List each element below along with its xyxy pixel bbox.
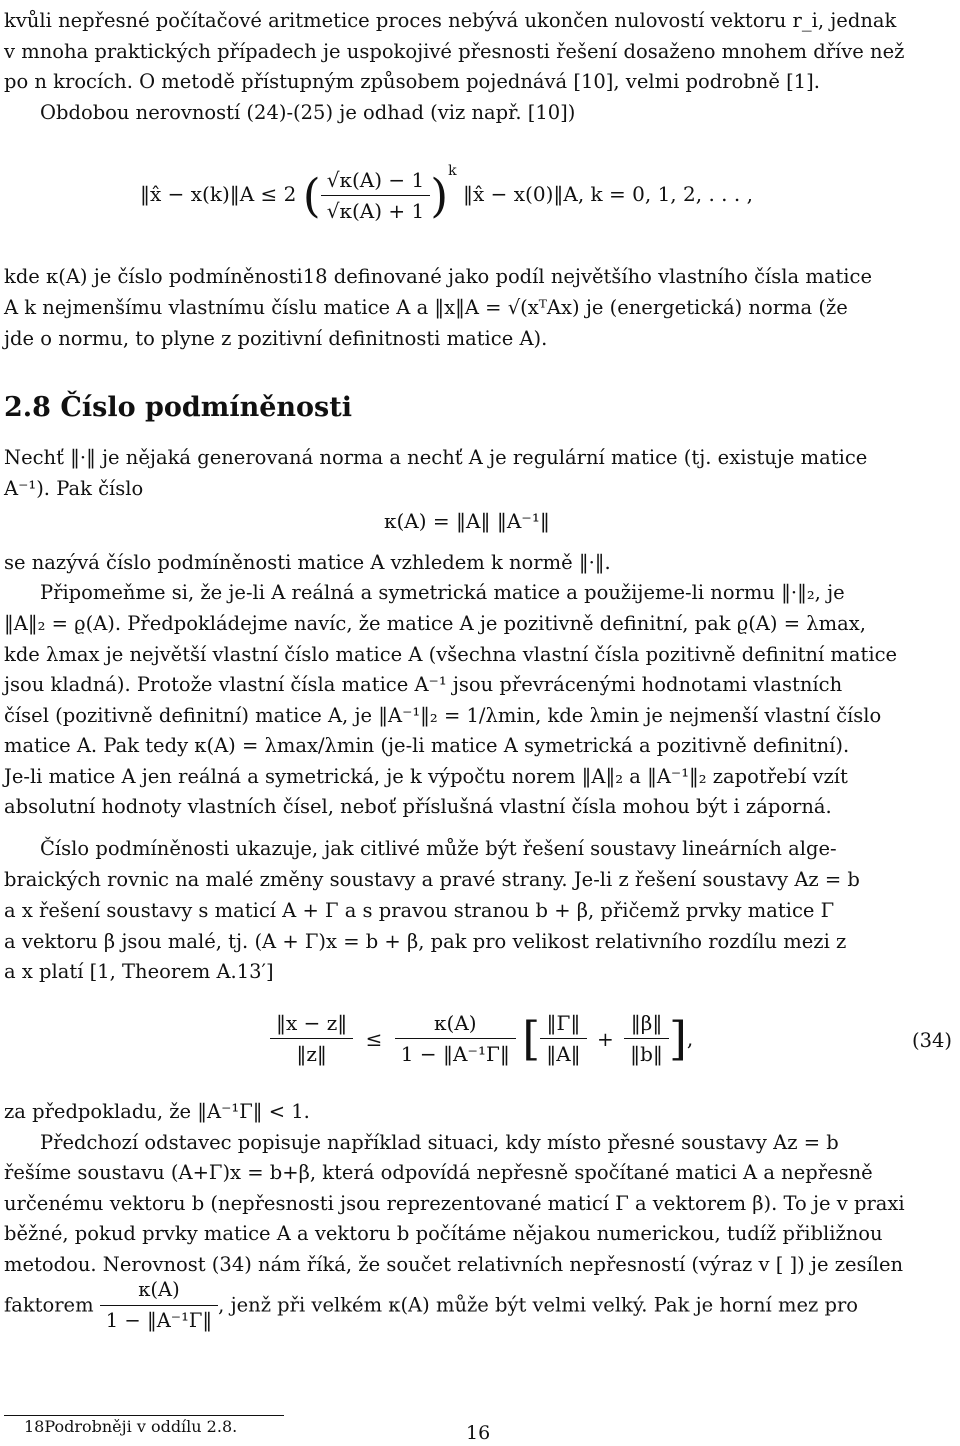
equation-kappa: κ(A) = ‖A‖ ‖A⁻¹‖ — [384, 509, 550, 533]
equation-34: $\frac{‖x - z‖}{‖z‖}$ ≤ $\frac{\kappa(A)}{\text{1 − ‖A⁻¹Γ‖}}$ [ $\frac{‖\Gamma‖}{‖A‖}$ + $\frac{‖\beta‖}{‖b‖}$ ], — [270, 1008, 693, 1069]
text-line-4: Obdobou nerovností (24)-(25) je odhad (viz např. [10]) — [40, 101, 576, 124]
text-line-20: braických rovnic na malé změny soustavy a pravé strany. Je-li z řešení soustavy Az = b — [4, 868, 860, 891]
text-line-14: jsou kladná). Protože vlastní čísla matice A⁻¹ jsou převrácenými hodnotami vlastních — [4, 673, 843, 696]
text-line-25: Předchozí odstavec popisuje například situaci, kdy místo přesné soustavy Az = b — [40, 1131, 839, 1154]
equation-estimate-numerator: √κ(A) − 1 — [321, 165, 431, 196]
text-line-2: v mnoha praktických případech je uspokojivé přesnosti řešení dosaženo mnohem dříve než — [4, 40, 905, 63]
eq34-left-fraction — [270, 1008, 353, 1069]
eq34-left-numerator: ‖x − z‖ — [270, 1008, 353, 1039]
eq34-mid-denominator: 1 − ‖A⁻¹Γ‖ — [400, 1042, 510, 1066]
page-number: 16 — [466, 1422, 491, 1444]
text-line-12: ‖A‖₂ = ϱ(A). Předpokládejme navíc, že matice A je pozitivně definitní, pak ϱ(A) = λmax, — [4, 612, 866, 635]
text-line-13: kde λmax je největší vlastní číslo matice A (všechna vlastní čísla pozitivně definitní matice — [4, 643, 898, 666]
text-line-6: A k nejmenšímu vlastnímu číslu matice A a ‖x‖A = √(xᵀAx) je (energetická) norma (že — [4, 296, 848, 319]
text-line-27: určenému vektoru b (nepřesnosti jsou reprezentované maticí Γ a vektorem β). To je v praxi — [4, 1192, 905, 1215]
eq34-mid-fraction — [395, 1008, 516, 1069]
eq34-b2-numerator: ‖β‖ — [624, 1008, 669, 1039]
eq34-b1-denominator: ‖A‖ — [546, 1042, 581, 1066]
text-line-7: jde o normu, to plyne z pozitivní definitnosti matice A). — [4, 327, 548, 350]
equation-estimate-exponent: k — [448, 163, 457, 180]
text-line-23: a x platí [1, Theorem A.13′] — [4, 960, 274, 983]
text-line-16: matice A. Pak tedy κ(A) = λmax/λmin (je-li matice A symetrická a pozitivně definitní). — [4, 734, 850, 757]
equation-estimate: ‖x̂ − x(k)‖A ≤ 2 ( $\frac{√\kappa(A) - 1}{√\kappa(A) + 1}$ )$^k$ ‖x̂ − x(0)‖A, k = 0, 1, 2, . . . , — [140, 165, 753, 226]
factor-numerator: κ(A) — [100, 1275, 218, 1306]
text-line-8: Nechť ‖·‖ je nějaká generovaná norma a nechť A je regulární matice (tj. existuje matice — [4, 446, 868, 469]
eq34-b1-fraction — [540, 1008, 586, 1069]
equation-estimate-fraction — [321, 165, 431, 226]
text-line-28: běžné, pokud prvky matice A a vektoru b počítáme nějakou numerickou, tudíž přibližnou — [4, 1222, 883, 1245]
text-line-22: a vektoru β jsou malé, tj. (A + Γ)x = b + β, pak pro velikost relativního rozdílu mezi z — [4, 930, 847, 953]
factor-fraction — [100, 1275, 218, 1336]
text-line-15: čísel (pozitivně definitní) matice A, je ‖A⁻¹‖₂ = 1/λmin, kde λmin je nejmenší vlastní číslo — [4, 704, 882, 727]
factor-tail: , jenž při velkém κ(A) může být velmi velký. Pak je horní mez pro — [218, 1293, 859, 1317]
text-line-5: kde κ(A) je číslo podmíněnosti18 definované jako podíl největšího vlastního čísla matice — [4, 265, 873, 288]
text-line-17: Je-li matice A jen reálná a symetrická, je k výpočtu norem ‖A‖₂ a ‖A⁻¹‖₂ zapotřebí vzít — [4, 765, 848, 788]
eq34-b1-numerator: ‖Γ‖ — [540, 1008, 586, 1039]
text-line-3: po n krocích. O metodě přístupným způsobem pojednává [10], velmi podrobně [1]. — [4, 70, 820, 93]
section-heading: 2.8 Číslo podmíněnosti — [4, 392, 352, 423]
eq34-mid-numerator: κ(A) — [395, 1008, 516, 1039]
text-line-26: řešíme soustavu (A+Γ)x = b+β, která odpovídá nepřesně spočítané matici A a nepřesně — [4, 1161, 873, 1184]
text-line-9: A⁻¹). Pak číslo — [4, 477, 144, 500]
eq34-left-denominator: ‖z‖ — [296, 1042, 327, 1066]
eq34-b2-fraction — [624, 1008, 669, 1069]
text-line-21: a x řešení soustavy s maticí A + Γ a s pravou stranou b + β, přičemž prvky matice Γ — [4, 899, 835, 922]
factor-denominator: 1 − ‖A⁻¹Γ‖ — [105, 1309, 213, 1332]
equation-estimate-right: ‖x̂ − x(0)‖A, k = 0, 1, 2, . . . , — [463, 182, 753, 206]
footnote: 18Podrobněji v oddílu 2.8. — [24, 1417, 238, 1436]
text-line-29: metodou. Nerovnost (34) nám říká, že součet relativních nepřesností (výraz v [ ]) je zesílen — [4, 1253, 904, 1276]
text-line-19: Číslo podmíněnosti ukazuje, jak citlivé může být řešení soustavy lineárních alge- — [40, 837, 837, 860]
text-line-18: absolutní hodnoty vlastních čísel, neboť příslušná vlastní čísla mohou být i záporná. — [4, 795, 832, 818]
text-line-10: se nazývá číslo podmíněnosti matice A vzhledem k normě ‖·‖. — [4, 551, 611, 574]
text-line-11: Připomeňme si, že je-li A reálná a symetrická matice a použijeme-li normu ‖·‖₂, je — [40, 581, 845, 604]
factor-line — [4, 1275, 858, 1336]
eq34-b2-denominator: ‖b‖ — [630, 1042, 663, 1066]
footnote-rule — [4, 1415, 284, 1416]
equation-number: (34) — [912, 1029, 953, 1052]
text-line-24: za předpokladu, že ‖A⁻¹Γ‖ < 1. — [4, 1100, 310, 1123]
equation-estimate-left: ‖x̂ − x(k)‖A ≤ 2 — [140, 182, 297, 206]
text-line-1: kvůli nepřesné počítačové aritmetice proces nebývá ukončen nulovostí vektoru r_i, jednak — [4, 9, 897, 32]
equation-estimate-denominator: √κ(A) + 1 — [326, 199, 425, 223]
factor-text: faktorem — [4, 1293, 94, 1317]
